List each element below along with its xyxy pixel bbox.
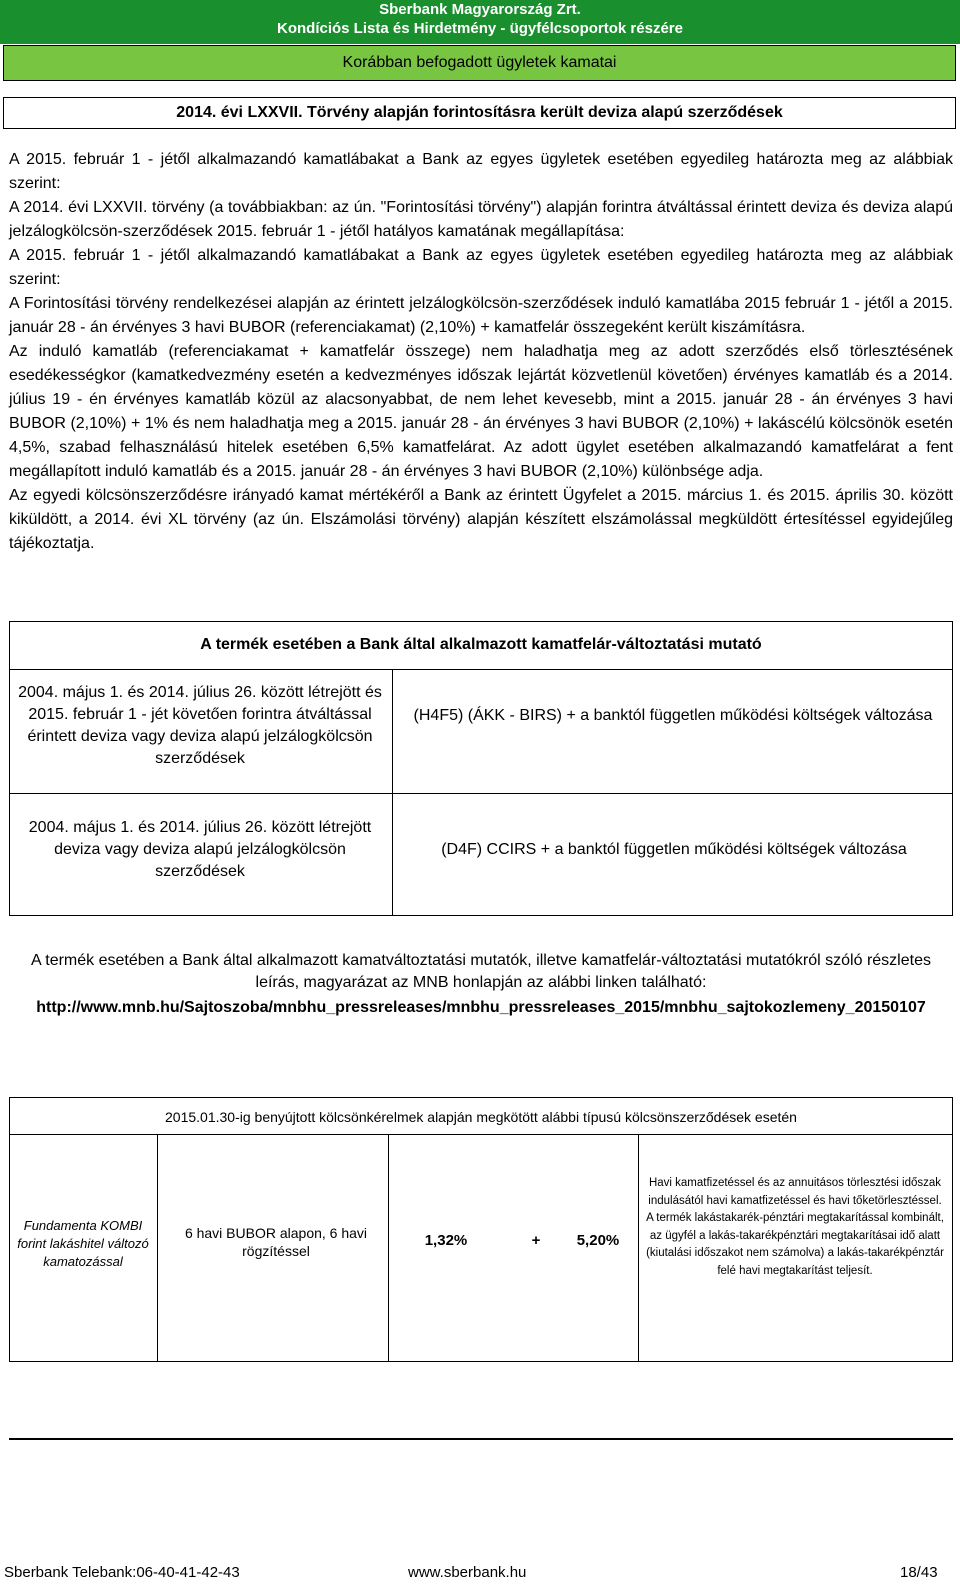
indicator-table [9, 621, 953, 916]
indicator-table-title: A termék esetében a Bank által alkalmazott kamatfelár-változtatási mutató [200, 636, 762, 653]
table-cell-indicator: (H4F5) (ÁKK - BIRS) + a banktól független működési költségek változása [413, 707, 933, 724]
product-note: Havi kamatfizetéssel és az annuitásos törlesztési időszak indulásától havi kamatfizetéssel és havi tőketörlesztéssel. A termék lakástakarék-pénztári megtakarítással kombinált, az ügyfél a lakás-takarékpénztári megtakarításai idő alatt (kiutalási időszakot nem számolva) a lakás-takarékpénztár felé havi megtakarítást teljesít. [646, 1177, 944, 1277]
divider [157, 1134, 158, 1361]
paragraph: A 2015. február 1 - jétől alkalmazandó kamatlábakat a Bank az egyes ügyletek esetében egyedileg határozta meg az alábbiak szerint: [9, 247, 953, 288]
table-cell-scope: 2004. május 1. és 2014. július 26. között létrejött és 2015. február 1 - jét követően forintra átváltással érintett deviza vagy deviza alapú jelzálogkölcsön szerződések [18, 684, 382, 767]
section-title: 2014. évi LXXVII. Törvény alapján forintosításra került deviza alapú szerződések [3, 97, 956, 129]
divider [392, 669, 393, 915]
header-subtitle: Kondíciós Lista és Hirdetmény - ügyfélcsoportok részére [277, 20, 683, 37]
rate-value: 1,32% [424, 1232, 468, 1249]
body-text [9, 148, 953, 556]
table-cell-scope: 2004. május 1. és 2014. július 26. között létrejött deviza vagy deviza alapú jelzálogkölcsön szerződések [28, 819, 372, 880]
divider [10, 1134, 952, 1135]
footer-rule [9, 1438, 953, 1440]
footer-page-number: 18/43 [900, 1564, 938, 1581]
paragraph: Az induló kamatláb (referenciakamat + kamatfelár összege) nem haladhatja meg az adott szerződés első törlesztésének esedékességkor (kamatkedvezmény esetén a kedvezményes időszak lejártát közvetlenül követően) érvényes kamatláb és a 2014. július 19 - én érvényes kamatláb közül az alacsonyabbat, de nem lehet kevesebb, mint a 2015. január 28 - án érvényes 3 havi BUBOR (2,10%) + 1% és nem haladhatja meg a 2015. január 28 - án érvényes 3 havi BUBOR (2,10%) + lakáscélú kölcsönök esetén 4,5%, szabad felhasználású hitelek esetében 6,5% kamatfelárat. Az adott ügylet esetében alkalmazandó kamatfelárat a fent megállapított induló kamatláb és a 2015. január 28 - án érvényes 3 havi BUBOR (2,10%) különbsége adja. [9, 343, 953, 480]
margin-value: 5,20% [576, 1232, 620, 1249]
section-bar: Korábban befogadott ügyletek kamatai [3, 45, 956, 81]
table-cell-indicator: (D4F) CCIRS + a banktól független működési költségek változása [441, 841, 907, 858]
footer-telebank: Sberbank Telebank:06-40-41-42-43 [4, 1564, 240, 1581]
divider [10, 793, 952, 794]
product-table [9, 1097, 953, 1362]
paragraph: A 2015. február 1 - jétől alkalmazandó kamatlábakat a Bank az egyes ügyletek esetében egyedileg határozta meg az alábbiak szerint: [9, 151, 953, 192]
divider [638, 1134, 639, 1361]
mnb-link[interactable]: http://www.mnb.hu/Sajtoszoba/mnbhu_pressreleases/mnbhu_pressreleases_2015/mnbhu_sajtokozlemeny_20150107 [36, 999, 926, 1016]
rate-basis: 6 havi BUBOR alapon, 6 havi rögzítéssel [184, 1225, 368, 1259]
product-name: Fundamenta KOMBI forint lakáshitel változó kamatozással [17, 1218, 149, 1269]
paragraph: Az egyedi kölcsönszerződésre irányadó kamat mértékéről a Bank az érintett Ügyfelet a 2015. március 1. és 2015. április 30. között kiküldött, a 2014. évi XL törvény (az ún. Elszámolási törvény) alapján készített elszámolással megküldött értesítéssel egyidejűleg tájékoztatja. [9, 487, 953, 552]
footer-website[interactable]: www.sberbank.hu [408, 1564, 527, 1581]
divider [388, 1134, 389, 1361]
info-text: A termék esetében a Bank által alkalmazott kamatváltoztatási mutatók, illetve kamatfelár-változtatási mutatókról szóló részletes leírás, magyarázat az MNB honlapján az alábbi linken található: [31, 952, 931, 991]
plus-sign: + [531, 1232, 541, 1249]
bank-name: Sberbank Magyarország Zrt. [379, 1, 581, 18]
product-table-caption: 2015.01.30-ig benyújtott kölcsönkérelmek alapján megkötött alábbi típusú kölcsönszerződések esetén [165, 1109, 797, 1125]
paragraph: A Forintosítási törvény rendelkezései alapján az érintett jelzálogkölcsön-szerződések induló kamatlába 2015 február 1 - jétől a 2015. január 28 - án érvényes 3 havi BUBOR (referenciakamat) (2,10%) + kamatfelár összegeként került kiszámításra. [9, 295, 953, 336]
divider [10, 669, 952, 670]
paragraph: A 2014. évi LXXVII. törvény (a továbbiakban: az ún. "Forintosítási törvény") alapján forintra átváltással érintett deviza és deviza alapú jelzálogkölcsön-szerződések 2015. február 1 - jétől hatályos kamatának megállapítása: [9, 199, 953, 240]
